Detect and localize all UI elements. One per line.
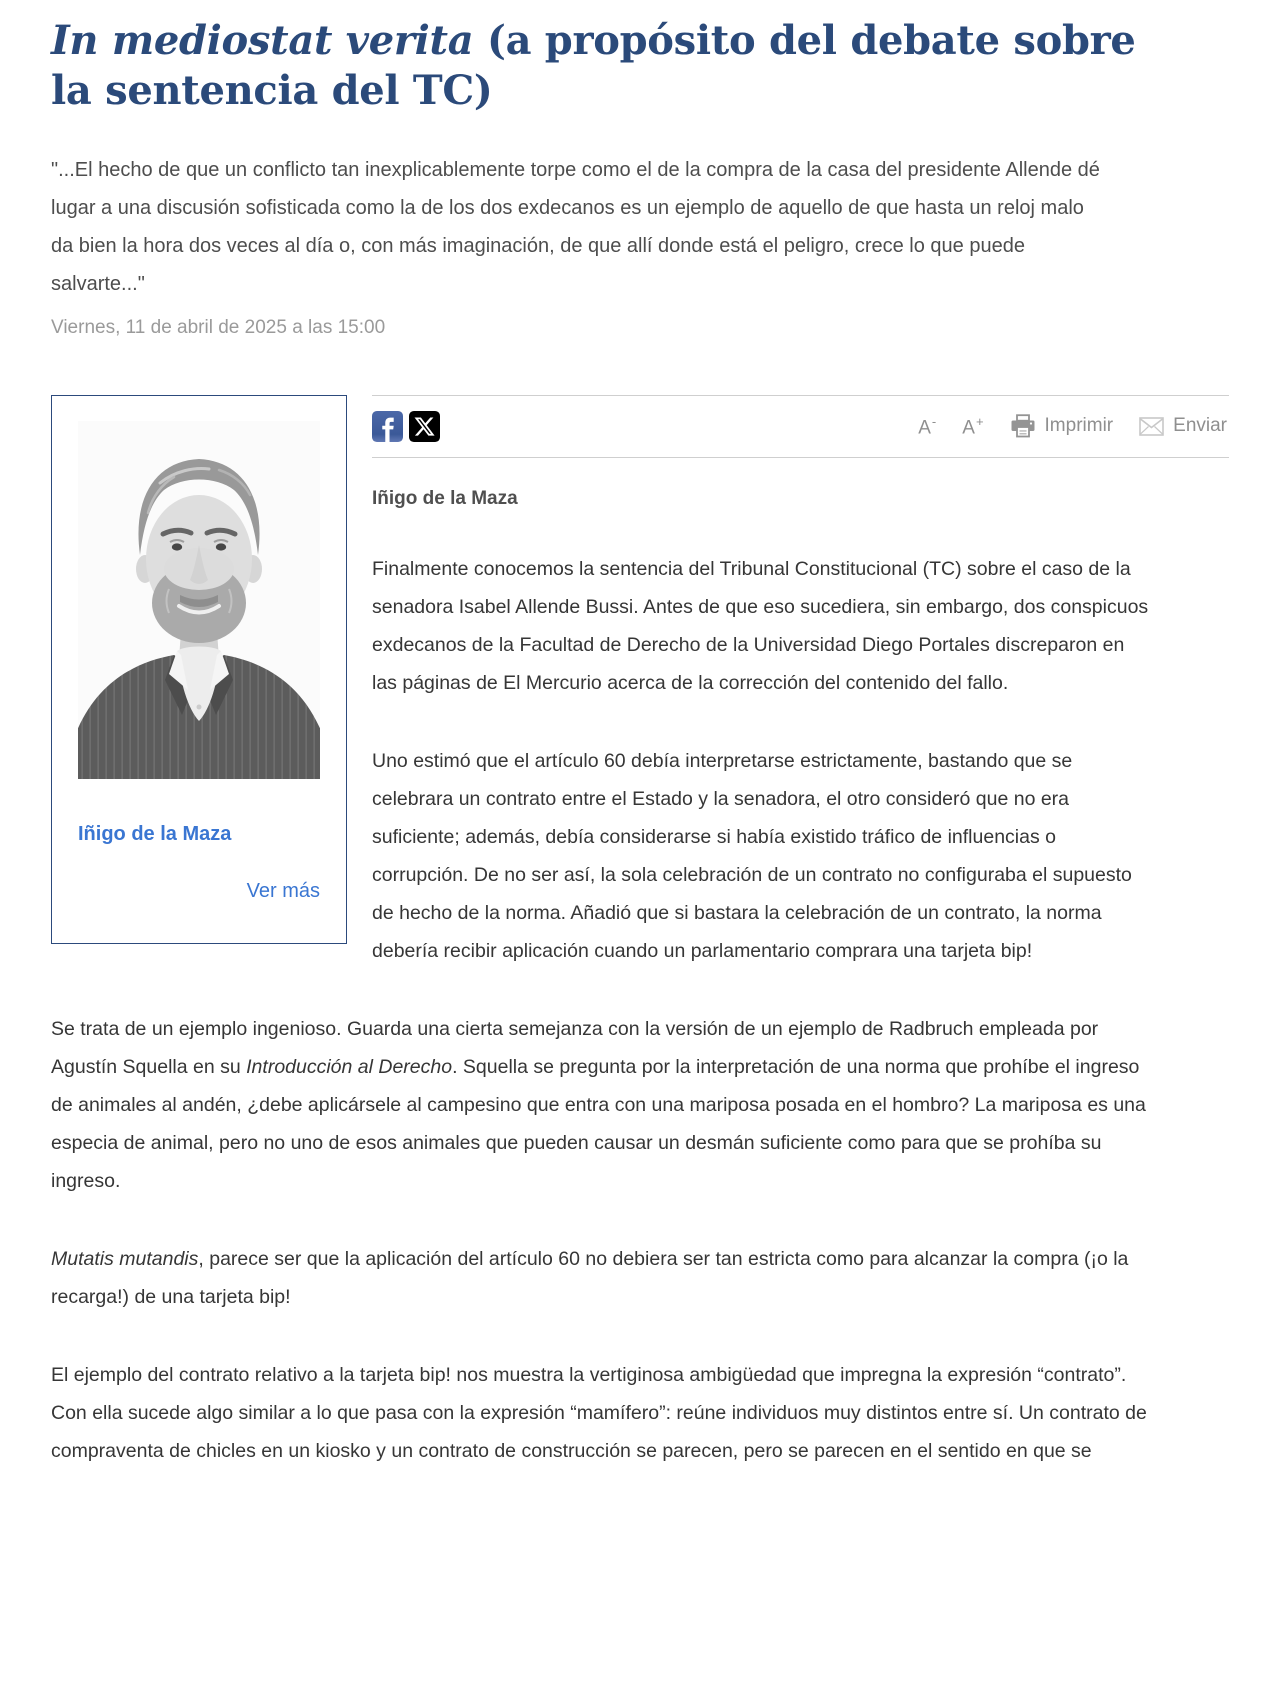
envelope-icon bbox=[1139, 417, 1164, 436]
print-label: Imprimir bbox=[1044, 415, 1114, 437]
share-buttons bbox=[372, 411, 440, 442]
author-card bbox=[51, 395, 347, 944]
page-title-italic: In mediostat verita bbox=[51, 17, 474, 64]
ver-mas-link[interactable]: Ver más bbox=[246, 879, 320, 902]
article-excerpt: "...El hecho de que un conflicto tan inexplicablemente torpe como el de la compra de la casa del presidente Allende dé lugar a una discusión sofisticada como la de los dos exdecanos es un ejemplo de aquello de que hasta un reloj malo da bien la hora dos veces al día o, con más imaginación, de que allí donde está el peligro, crece lo que puede salvarte..." bbox=[51, 158, 1100, 295]
printer-icon bbox=[1010, 414, 1036, 438]
page-title-rest: (a propósito del debate sobre la sentencia del TC) bbox=[51, 17, 1136, 115]
article-byline: Iñigo de la Maza bbox=[372, 487, 518, 509]
article-toolbar bbox=[372, 395, 1229, 458]
font-increase-button[interactable] bbox=[962, 414, 983, 439]
article-date: Viernes, 11 de abril de 2025 a las 15:00 bbox=[51, 316, 386, 338]
author-photo bbox=[78, 421, 320, 779]
x-share-button[interactable] bbox=[409, 411, 440, 442]
font-increase-label: A bbox=[962, 416, 975, 438]
article-paragraph: Finalmente conocemos la sentencia del Tribunal Constitucional (TC) sobre el caso de la senadora Isabel Allende Bussi. Antes de que eso sucediera, sin embargo, dos conspicuos exdecanos de la Facultad de Derecho de la Universidad Diego Portales discreparon en las páginas de El Mercurio acerca de la corrección del contenido del fallo. bbox=[372, 557, 1149, 694]
x-twitter-icon bbox=[409, 411, 440, 442]
font-decrease-label: A bbox=[918, 416, 931, 438]
email-button[interactable] bbox=[1139, 415, 1227, 437]
article-paragraph: Mutatis mutandis, parece ser que la aplicación del artículo 60 no debiera ser tan estricta como para alcanzar la compra (¡o la recarga!) de una tarjeta bip! bbox=[51, 1247, 1129, 1308]
article-content bbox=[51, 395, 1229, 1510]
print-button[interactable] bbox=[1010, 414, 1114, 438]
send-label: Enviar bbox=[1173, 415, 1227, 437]
facebook-icon bbox=[372, 411, 403, 442]
article-paragraph: Uno estimó que el artículo 60 debía interpretarse estrictamente, bastando que se celebrara un contrato entre el Estado y la senadora, el otro consideró que no era suficiente; además, debía considerarse si había existido tráfico de influencias o corrupción. De no ser así, la sola celebración de un contrato no configuraba el supuesto de hecho de la norma. Añadió que si bastara la celebración de un contrato, la norma debería recibir aplicación cuando un parlamentario comprara una tarjeta bip! bbox=[372, 749, 1132, 962]
font-increase-sign: + bbox=[975, 413, 984, 429]
page-title bbox=[51, 16, 1181, 117]
font-decrease-button[interactable] bbox=[918, 414, 936, 439]
author-name-link[interactable]: Iñigo de la Maza bbox=[78, 822, 232, 845]
text-tools bbox=[918, 414, 1227, 439]
article-paragraph: El ejemplo del contrato relativo a la tarjeta bip! nos muestra la vertiginosa ambigüedad que impregna la expresión “contrato”. Con ella sucede algo similar a lo que pasa con la expresión “mamífero”: reúne individuos muy distintos entre sí. Un contrato de compraventa de chicles en un kiosko y un contrato de construcción se parecen, pero se parecen en el sentido en que se bbox=[51, 1363, 1147, 1462]
font-decrease-sign: - bbox=[931, 413, 937, 429]
article-paragraph: Se trata de un ejemplo ingenioso. Guarda una cierta semejanza con la versión de un ejemplo de Radbruch empleada por Agustín Squella en su Introducción al Derecho. Squella se pregunta por la interpretación de una norma que prohíbe el ingreso de animales al andén, ¿debe aplicársele al campesino que entra con una mariposa posada en el hombro? La mariposa es una especia de animal, pero no uno de esos animales que pueden causar un desmán suficiente como para que se prohíba su ingreso. bbox=[51, 1017, 1146, 1192]
facebook-share-button[interactable] bbox=[372, 411, 403, 442]
